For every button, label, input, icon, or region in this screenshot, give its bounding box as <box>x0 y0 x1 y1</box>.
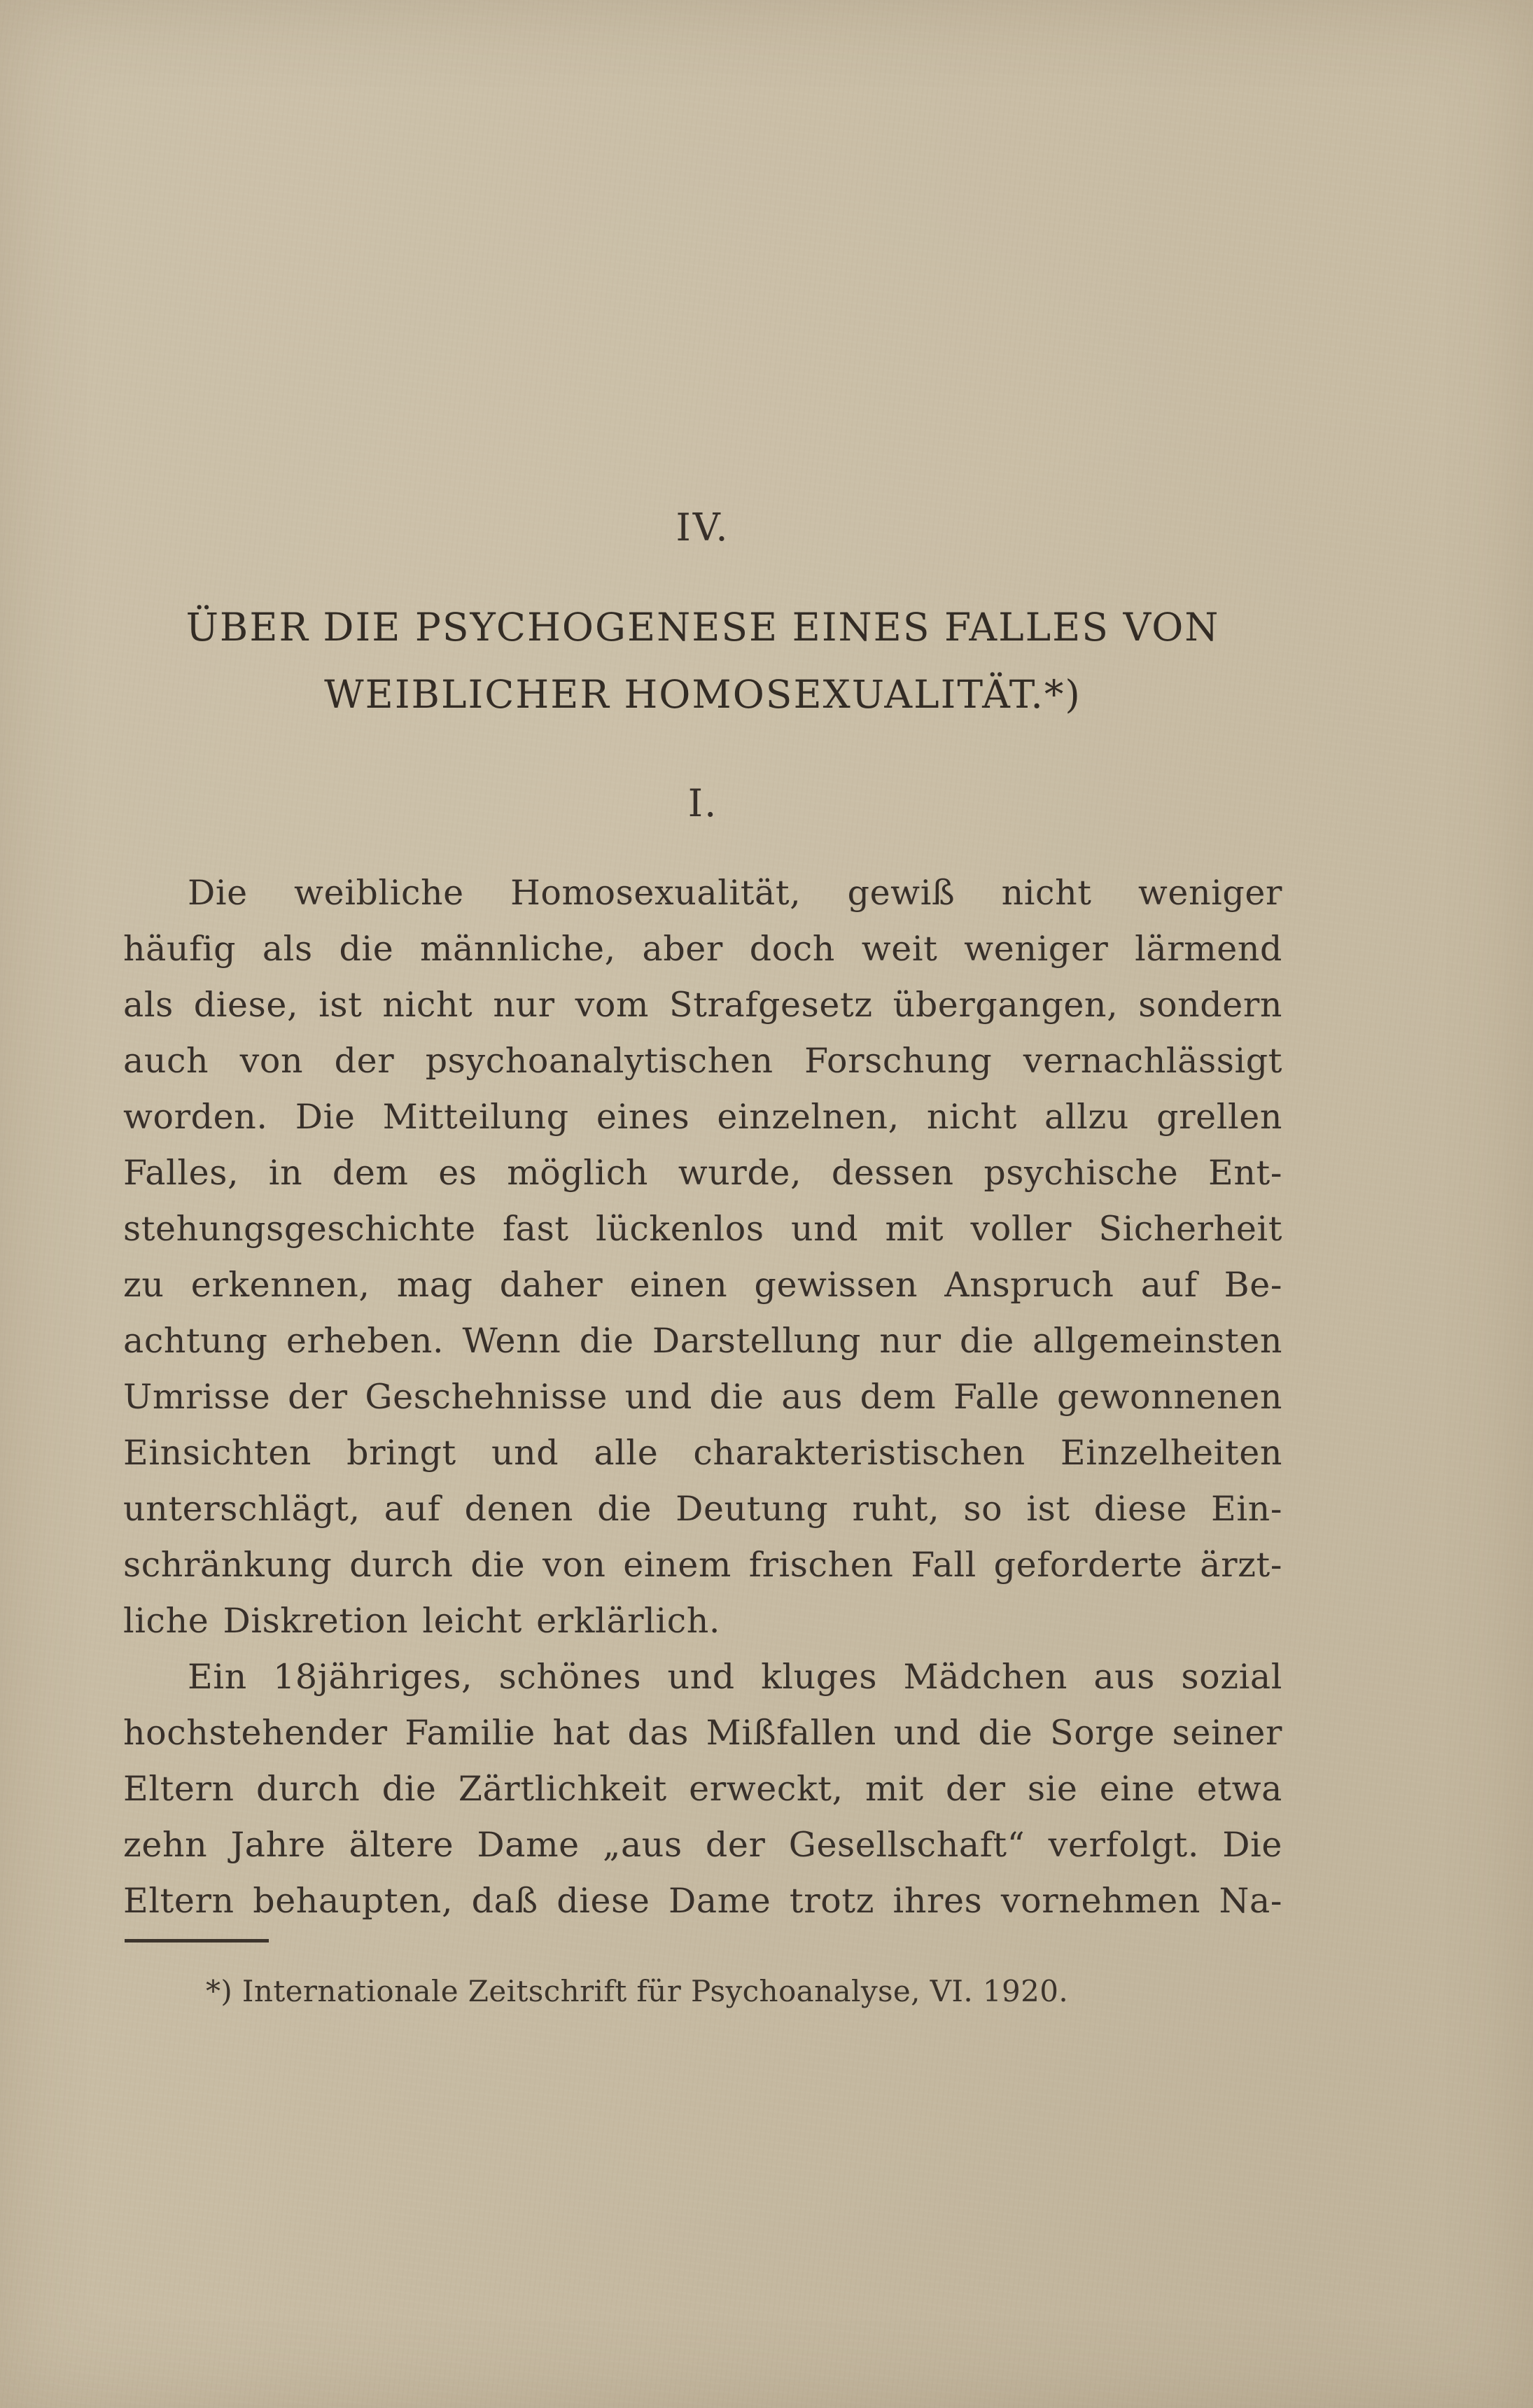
text-line: zehn Jahre ältere Dame „aus der Gesellschaft“ verfolgt. Die <box>123 1825 1282 1865</box>
text-line: unterschlägt, auf denen die Deutung ruht, so ist diese Ein- <box>123 1489 1282 1529</box>
text-line: Falles, in dem es möglich wurde, dessen psychische Ent- <box>123 1153 1282 1193</box>
chapter-title <box>123 594 1282 728</box>
paragraph-2 <box>123 1649 1282 1929</box>
text-line: Einsichten bringt und alle charakteristischen Einzelheiten <box>123 1433 1282 1473</box>
text-line: achtung erheben. Wenn die Darstellung nur die allgemeinsten <box>123 1321 1282 1361</box>
chapter-title-line-2: WEIBLICHER HOMOSEXUALITÄT.*) <box>324 672 1082 717</box>
text-line: stehungsgeschichte fast lückenlos und mit voller Sicherheit <box>123 1209 1282 1249</box>
text-line: auch von der psychoanalytischen Forschung vernachlässigt <box>123 1041 1282 1081</box>
text-line: als diese, ist nicht nur vom Strafgesetz übergangen, sondern <box>123 985 1282 1025</box>
text-line: Umrisse der Geschehnisse und die aus dem Falle gewonnenen <box>123 1377 1282 1417</box>
chapter-title-line-1: ÜBER DIE PSYCHOGENESE EINES FALLES VON <box>186 605 1220 650</box>
chapter-number: IV. <box>676 505 730 550</box>
text-line: Ein 18jähriges, schönes und kluges Mädchen aus sozial <box>188 1657 1282 1697</box>
footnote-text: *) Internationale Zeitschrift für Psychoanalyse, VI. 1920. <box>206 1974 1069 2008</box>
text-line: Eltern durch die Zärtlichkeit erweckt, mit der sie eine etwa <box>123 1769 1282 1809</box>
text-line: worden. Die Mitteilung eines einzelnen, nicht allzu grellen <box>123 1097 1282 1137</box>
paragraph-1 <box>123 865 1282 1649</box>
page-content <box>123 0 1282 2011</box>
text-line: liche Diskretion leicht erklärlich. <box>123 1601 721 1641</box>
text-line: Eltern behaupten, daß diese Dame trotz ihres vornehmen Na- <box>123 1881 1282 1921</box>
text-line: zu erkennen, mag daher einen gewissen Anspruch auf Be- <box>123 1265 1282 1305</box>
text-line: hochstehender Familie hat das Mißfallen und die Sorge seiner <box>123 1713 1282 1753</box>
text-line: häufig als die männliche, aber doch weit weniger lärmend <box>123 929 1282 969</box>
text-line: Die weibliche Homosexualität, gewiß nicht weniger <box>188 873 1282 913</box>
section-number: I. <box>687 781 718 825</box>
text-line: schränkung durch die von einem frischen Fall geforderte ärzt- <box>123 1545 1282 1585</box>
footnote-separator-rule <box>125 1939 269 1942</box>
